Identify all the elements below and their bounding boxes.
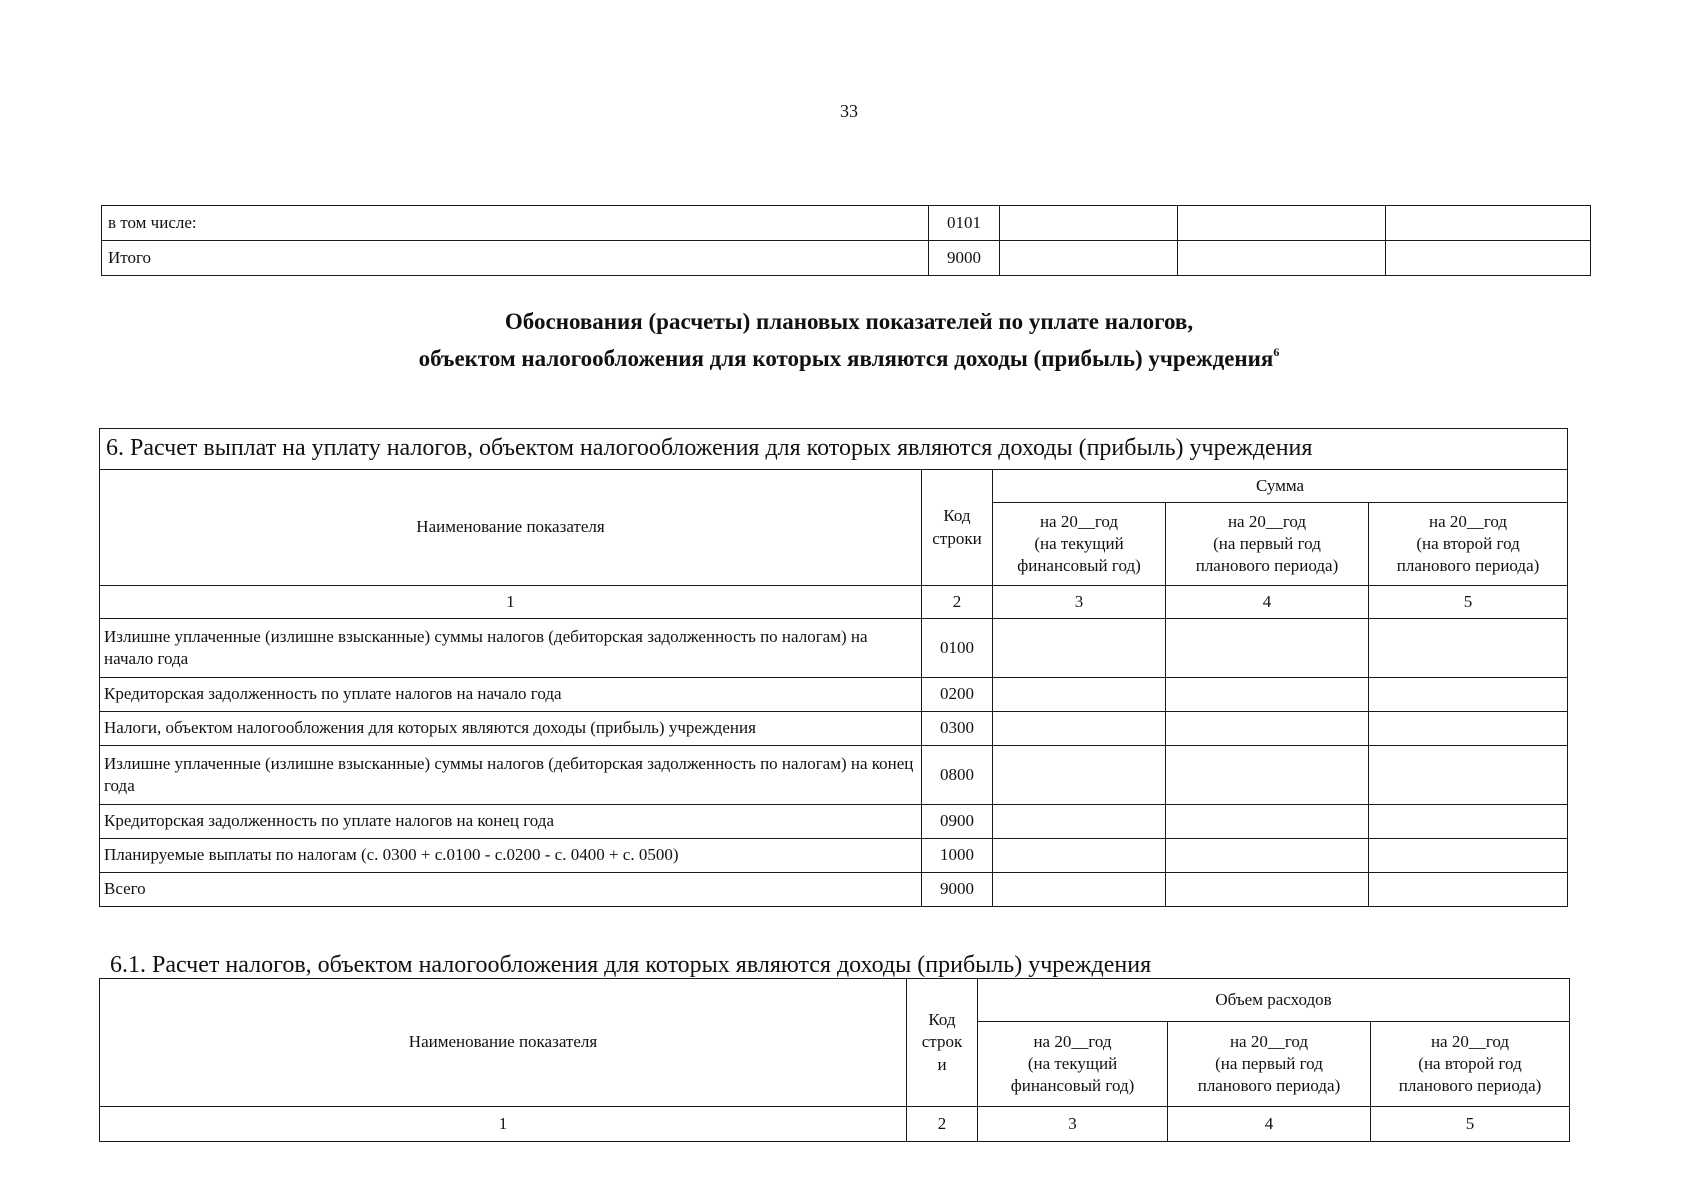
continuation-table (101, 205, 1591, 276)
header-code-label: строк (921, 1032, 963, 1052)
header-code-label: и (937, 1054, 947, 1074)
year-note: планового периода) (1398, 1076, 1542, 1096)
table-row (100, 678, 1568, 712)
header-group: Сумма (993, 470, 1568, 503)
header-name: Наименование показателя (100, 470, 922, 586)
table-row (100, 873, 1568, 907)
header-code (922, 470, 993, 586)
year-label: на 20__год (1430, 1031, 1510, 1051)
value-cell[interactable] (1386, 206, 1591, 241)
value-cell[interactable] (993, 839, 1166, 873)
row-code: 0101 (929, 206, 1000, 241)
heading-line-1: Обоснования (расчеты) плановых показателей по уплате налогов, (504, 309, 1194, 334)
value-cell[interactable] (1386, 241, 1591, 276)
header-code-label: Код строки (932, 506, 982, 548)
header-code-label: Код (928, 1010, 956, 1030)
value-cell[interactable] (1000, 206, 1178, 241)
page-number: 33 (840, 101, 858, 121)
tax-payments-table (99, 428, 1568, 907)
value-cell[interactable] (1166, 712, 1369, 746)
table-row (100, 839, 1568, 873)
table-row (102, 241, 1591, 276)
value-cell[interactable] (1178, 241, 1386, 276)
value-cell[interactable] (993, 678, 1166, 712)
value-cell[interactable] (1369, 746, 1568, 805)
row-name: Излишне уплаченные (излишне взысканные) суммы налогов (дебиторская задолженность по налогам) на конец года (100, 746, 922, 805)
row-name: Планируемые выплаты по налогам (с. 0300 + с.0100 - с.0200 - с. 0400 + с. 0500) (100, 839, 922, 873)
year-note: финансовый год) (1017, 556, 1141, 576)
row-name: Налоги, объектом налогообложения для которых являются доходы (прибыль) учреждения (100, 712, 922, 746)
column-number: 4 (1166, 586, 1369, 619)
row-code: 0300 (922, 712, 993, 746)
value-cell[interactable] (1369, 712, 1568, 746)
value-cell[interactable] (1000, 241, 1178, 276)
year-label: на 20__год (1229, 1031, 1309, 1051)
value-cell[interactable] (1166, 873, 1369, 907)
row-code: 0100 (922, 619, 993, 678)
header-year-1 (978, 1022, 1168, 1107)
value-cell[interactable] (1369, 805, 1568, 839)
row-code: 0200 (922, 678, 993, 712)
value-cell[interactable] (1166, 805, 1369, 839)
header-group: Объем расходов (978, 979, 1570, 1022)
value-cell[interactable] (1369, 839, 1568, 873)
column-number: 5 (1371, 1107, 1570, 1142)
column-number: 3 (993, 586, 1166, 619)
column-number: 3 (978, 1107, 1168, 1142)
column-number: 4 (1168, 1107, 1371, 1142)
year-note: (на первый год (1215, 1053, 1323, 1073)
value-cell[interactable] (1166, 746, 1369, 805)
row-code: 1000 (922, 839, 993, 873)
year-label: на 20__год (1039, 511, 1119, 531)
row-name: Излишне уплаченные (излишне взысканные) суммы налогов (дебиторская задолженность по налогам) на начало года (100, 619, 922, 678)
heading-line-2: объектом налогообложения для которых являются доходы (прибыль) учреждения (418, 346, 1274, 371)
year-note: (на второй год (1416, 533, 1520, 553)
value-cell[interactable] (993, 712, 1166, 746)
column-number: 5 (1369, 586, 1568, 619)
value-cell[interactable] (1166, 619, 1369, 678)
year-note: планового периода) (1195, 556, 1339, 576)
value-cell[interactable] (993, 746, 1166, 805)
year-label: на 20__год (1033, 1031, 1112, 1051)
value-cell[interactable] (993, 873, 1166, 907)
year-note: планового периода) (1197, 1076, 1341, 1096)
row-name: Всего (100, 873, 922, 907)
column-number: 2 (922, 586, 993, 619)
header-year-3 (1371, 1022, 1570, 1107)
table-row (100, 746, 1568, 805)
value-cell[interactable] (1369, 619, 1568, 678)
table-row (100, 619, 1568, 678)
row-name: в том числе: (102, 206, 929, 241)
value-cell[interactable] (1369, 873, 1568, 907)
row-code: 0800 (922, 746, 993, 805)
year-label: на 20__год (1428, 511, 1508, 531)
year-note: финансовый год) (1010, 1076, 1135, 1096)
year-note: (на текущий (1027, 1053, 1118, 1073)
header-year-1 (993, 503, 1166, 586)
footnote-mark: 6 (1273, 345, 1280, 359)
tax-calculation-table (99, 978, 1570, 1142)
value-cell[interactable] (1369, 678, 1568, 712)
year-note: (на текущий (1034, 533, 1124, 553)
row-code: 0900 (922, 805, 993, 839)
table-row (100, 805, 1568, 839)
header-year-2 (1168, 1022, 1371, 1107)
column-number: 1 (100, 1107, 907, 1142)
section-heading (0, 307, 1698, 374)
row-name: Итого (102, 241, 929, 276)
year-label: на 20__год (1227, 511, 1307, 531)
value-cell[interactable] (993, 619, 1166, 678)
value-cell[interactable] (1166, 678, 1369, 712)
value-cell[interactable] (1166, 839, 1369, 873)
year-note: (на первый год (1213, 533, 1321, 553)
table-caption: 6. Расчет выплат на уплату налогов, объектом налогообложения для которых являются доходы (прибыль) учреждения (100, 429, 1568, 470)
header-year-3 (1369, 503, 1568, 586)
header-name: Наименование показателя (100, 979, 907, 1107)
header-code (907, 979, 978, 1107)
table-row (100, 712, 1568, 746)
table-row (102, 206, 1591, 241)
row-name: Кредиторская задолженность по уплате налогов на конец года (100, 805, 922, 839)
year-note: планового периода) (1396, 556, 1540, 576)
value-cell[interactable] (993, 805, 1166, 839)
header-year-2 (1166, 503, 1369, 586)
row-code: 9000 (922, 873, 993, 907)
section-6-1-title: 6.1. Расчет налогов, объектом налогообложения для которых являются доходы (прибыль) учреждения (110, 952, 1152, 978)
year-note: (на второй год (1418, 1053, 1522, 1073)
column-number: 2 (907, 1107, 978, 1142)
value-cell[interactable] (1178, 206, 1386, 241)
column-number: 1 (100, 586, 922, 619)
row-code: 9000 (929, 241, 1000, 276)
row-name: Кредиторская задолженность по уплате налогов на начало года (100, 678, 922, 712)
